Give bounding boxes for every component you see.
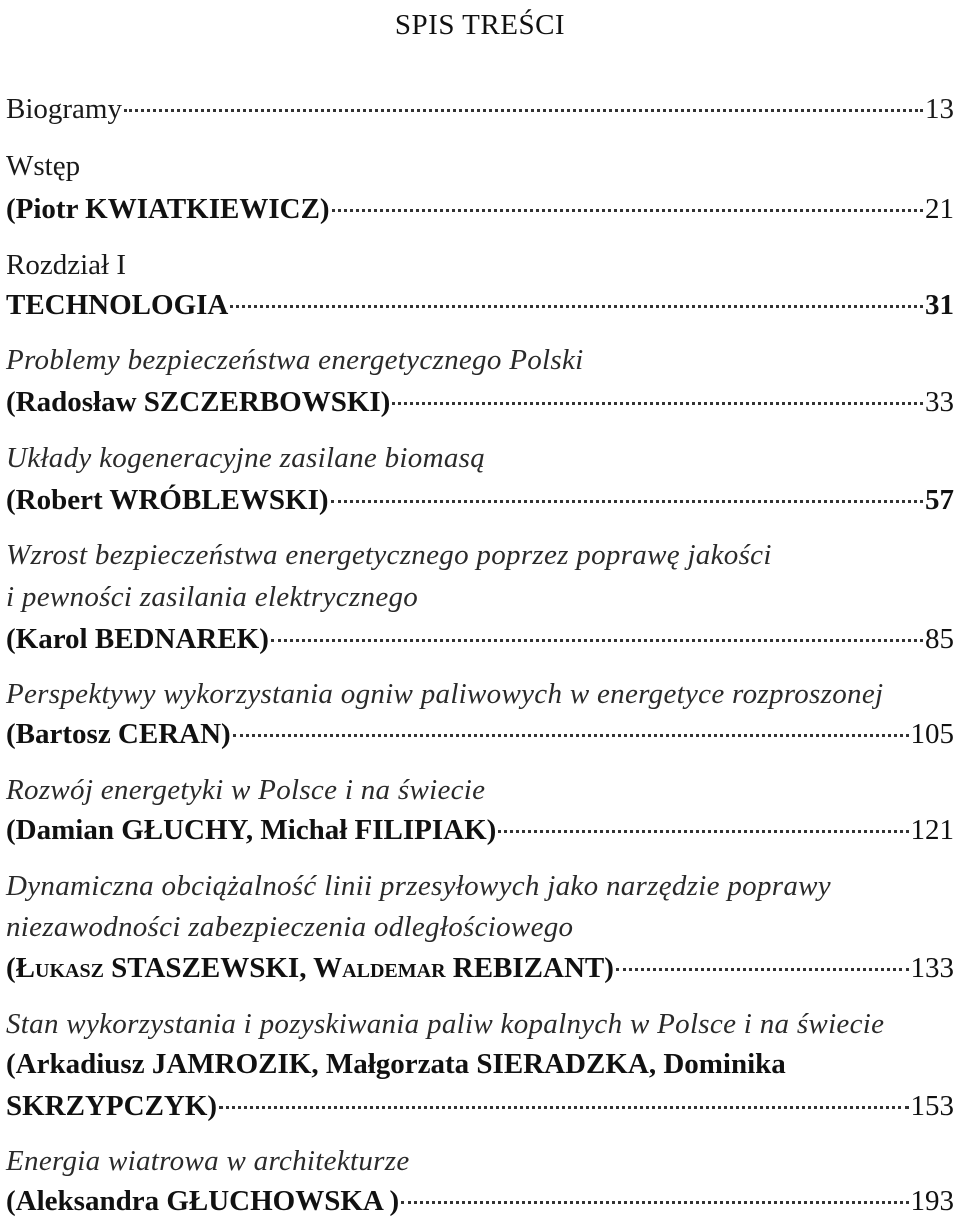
entry-title: Dynamiczna obciążalność linii przesyłowych jako narzędzie poprawy (6, 870, 831, 902)
entry-author: (Bartosz CERAN) (6, 718, 231, 750)
dot-leader (616, 968, 909, 971)
entry-author: (Karol BEDNAREK) (6, 623, 269, 655)
entry-title: Rozwój energetyki w Polsce i na świecie (6, 774, 486, 806)
page-number: 57 (925, 484, 954, 516)
dot-leader (230, 305, 923, 308)
entry-author: (Radosław SZCZERBOWSKI) (6, 386, 391, 418)
entry-title: Energia wiatrowa w architekturze (6, 1145, 410, 1177)
entry-author-line1: (Arkadiusz JAMROZIK, Małgorzata SIERADZKA, Dominika (6, 1048, 786, 1080)
entry-author: (Piotr KWIATKIEWICZ) (6, 193, 330, 225)
page-number: 21 (925, 193, 954, 225)
page-number: 133 (910, 952, 954, 984)
entry-title: Stan wykorzystania i pozyskiwania paliw kopalnych w Polsce i na świecie (6, 1008, 885, 1040)
toc-entry[interactable] (6, 619, 954, 659)
dot-leader (271, 639, 923, 642)
page-title: SPIS TREŚCI (394, 9, 566, 41)
toc-entry[interactable] (6, 382, 954, 422)
toc-entry[interactable] (6, 714, 954, 754)
toc-entry[interactable] (6, 1181, 954, 1221)
entry-title: Wstęp (6, 150, 81, 182)
dot-leader (331, 500, 923, 503)
dot-leader (401, 1201, 908, 1204)
toc-entry[interactable] (6, 1086, 954, 1126)
dot-leader (498, 830, 908, 833)
entry-label: Biogramy (6, 93, 122, 125)
toc-entry-technologia[interactable] (6, 285, 954, 325)
chapter-label: TECHNOLOGIA (6, 289, 229, 321)
entry-author: (Robert WRÓBLEWSKI) (6, 484, 329, 516)
toc-entry[interactable] (6, 810, 954, 850)
page-number: 153 (910, 1090, 954, 1122)
entry-author: SKRZYPCZYK) (6, 1090, 218, 1122)
toc-entry-wstep[interactable] (6, 189, 954, 229)
dot-leader (392, 402, 923, 405)
entry-title-line2: i pewności zasilania elektrycznego (6, 581, 419, 613)
dot-leader (124, 109, 923, 112)
page-number: 33 (925, 386, 954, 418)
entry-title: Perspektywy wykorzystania ogniw paliwowych w energetyce rozproszonej (6, 678, 884, 710)
entry-title: Problemy bezpieczeństwa energetycznego Polski (6, 344, 584, 376)
entry-title-line2: niezawodności zabezpieczenia odległościowego (6, 911, 574, 943)
toc-entry-biogramy[interactable] (6, 89, 954, 129)
page-number: 31 (925, 289, 954, 321)
toc-entry[interactable] (6, 480, 954, 520)
page-number: 121 (910, 814, 954, 846)
entry-author: (Łukasz STASZEWSKI, Waldemar REBIZANT) (6, 952, 614, 984)
chapter-title: Rozdział I (6, 249, 126, 281)
toc-entry[interactable] (6, 948, 954, 988)
entry-title: Wzrost bezpieczeństwa energetycznego poprzez poprawę jakości (6, 539, 772, 571)
entry-title: Układy kogeneracyjne zasilane biomasą (6, 442, 486, 474)
page-number: 85 (925, 623, 954, 655)
dot-leader (219, 1106, 908, 1109)
page-number: 105 (910, 718, 954, 750)
entry-author: (Aleksandra GŁUCHOWSKA ) (6, 1185, 400, 1217)
page-number: 193 (910, 1185, 954, 1217)
entry-author: (Damian GŁUCHY, Michał FILIPIAK) (6, 814, 497, 846)
dot-leader (332, 209, 923, 212)
dot-leader (233, 734, 909, 737)
page-number: 13 (925, 93, 954, 125)
